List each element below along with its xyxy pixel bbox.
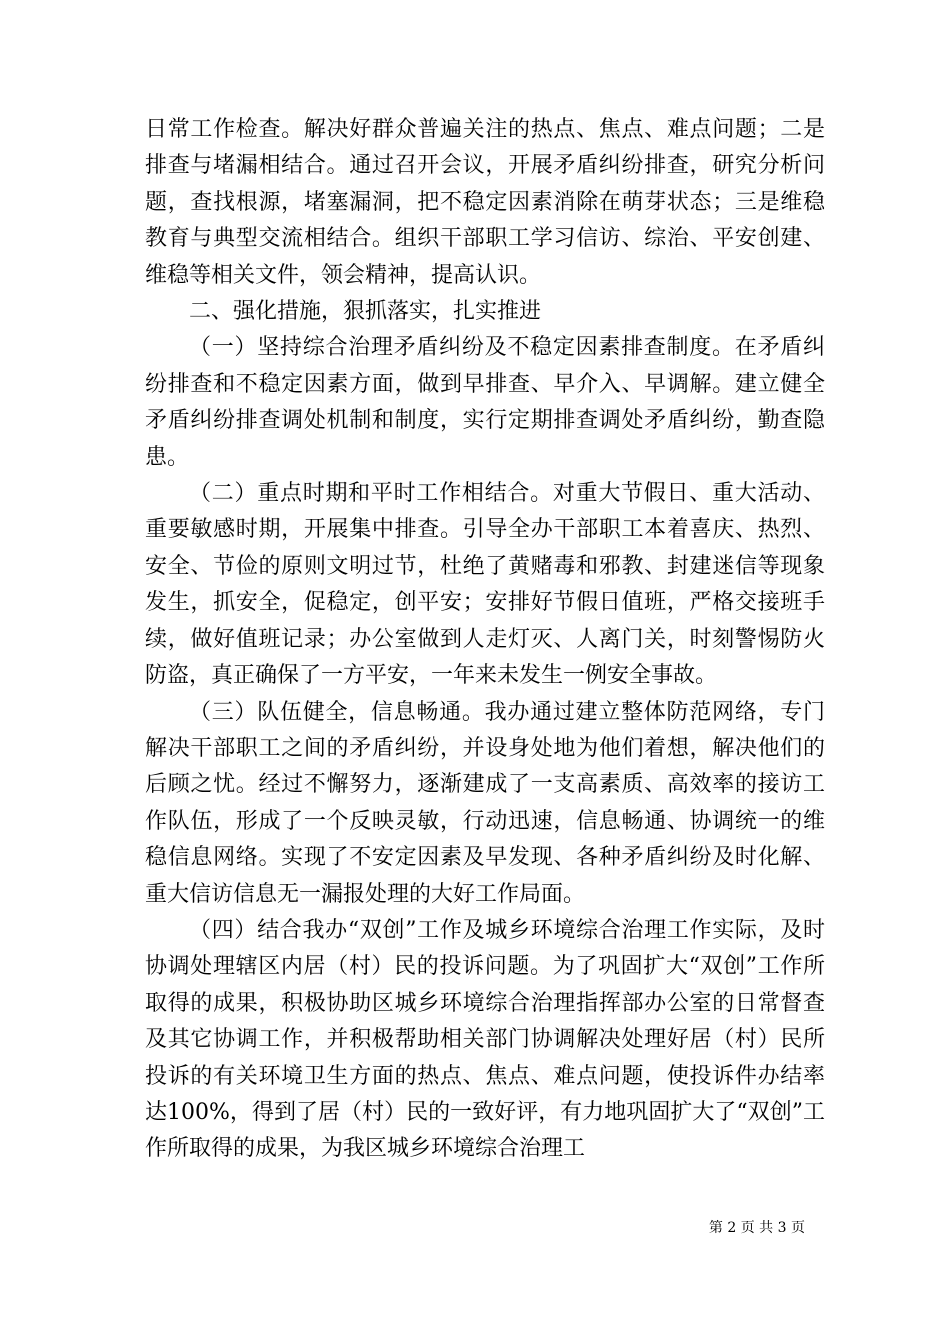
- paragraph-item-2: （二）重点时期和平时工作相结合。对重大节假日、重大活动、重要敏感时期，开展集中排查。引导全办干部职工本着喜庆、热烈、安全、节俭的原则文明过节，杜绝了黄赌毒和邪教、封建迷信等现象发生，抓安全，促稳定，创平安；安排好节假日值班，严格交接班手续，做好值班记录；办公室做到人走灯灭、人离门关，时刻警惕防火防盗，真正确保了一方平安，一年来未发生一例安全事故。: [145, 481, 825, 689]
- paragraph-continuation: 日常工作检查。解决好群众普遍关注的热点、焦点、难点问题；二是排查与堵漏相结合。通过召开会议，开展矛盾纠纷排查，研究分析问题，查找根源，堵塞漏洞，把不稳定因素消除在萌芽状态；三是维稳教育与典型交流相结合。组织干部职工学习信访、综治、平安创建、维稳等相关文件，领会精神，提高认识。: [145, 117, 825, 288]
- paragraph-item-4: （四）结合我办“双创”工作及城乡环境综合治理工作实际，及时协调处理辖区内居（村）民的投诉问题。为了巩固扩大“双创”工作所取得的成果，积极协助区城乡环境综合治理指挥部办公室的日常督查及其它协调工作，并积极帮助相关部门协调解决处理好居（村）民所投诉的有关环境卫生方面的热点、焦点、难点问题，使投诉件办结率达100%，得到了居（村）民的一致好评，有力地巩固扩大了“双创”工作所取得的成果，为我区城乡环境综合治理工: [145, 917, 825, 1162]
- paragraph-item-3: （三）队伍健全，信息畅通。我办通过建立整体防范网络，专门解决干部职工之间的矛盾纠纷，并设身处地为他们着想，解决他们的后顾之忧。经过不懈努力，逐渐建成了一支高素质、高效率的接访工作队伍，形成了一个反映灵敏，行动迅速，信息畅通、协调统一的维稳信息网络。实现了不安定因素及早发现、各种矛盾纠纷及时化解、重大信访信息无一漏报处理的大好工作局面。: [145, 699, 825, 907]
- page-number: 第 2 页 共 3 页: [708, 1220, 805, 1236]
- section-heading: 二、强化措施，狠抓落实，扎实推进: [189, 299, 542, 325]
- paragraph-item-1: （一）坚持综合治理矛盾纠纷及不稳定因素排查制度。在矛盾纠纷排查和不稳定因素方面，做到早排查、早介入、早调解。建立健全矛盾纠纷排查调处机制和制度，实行定期排查调处矛盾纠纷，勤查隐患。: [145, 335, 825, 470]
- document-body: [145, 112, 825, 1168]
